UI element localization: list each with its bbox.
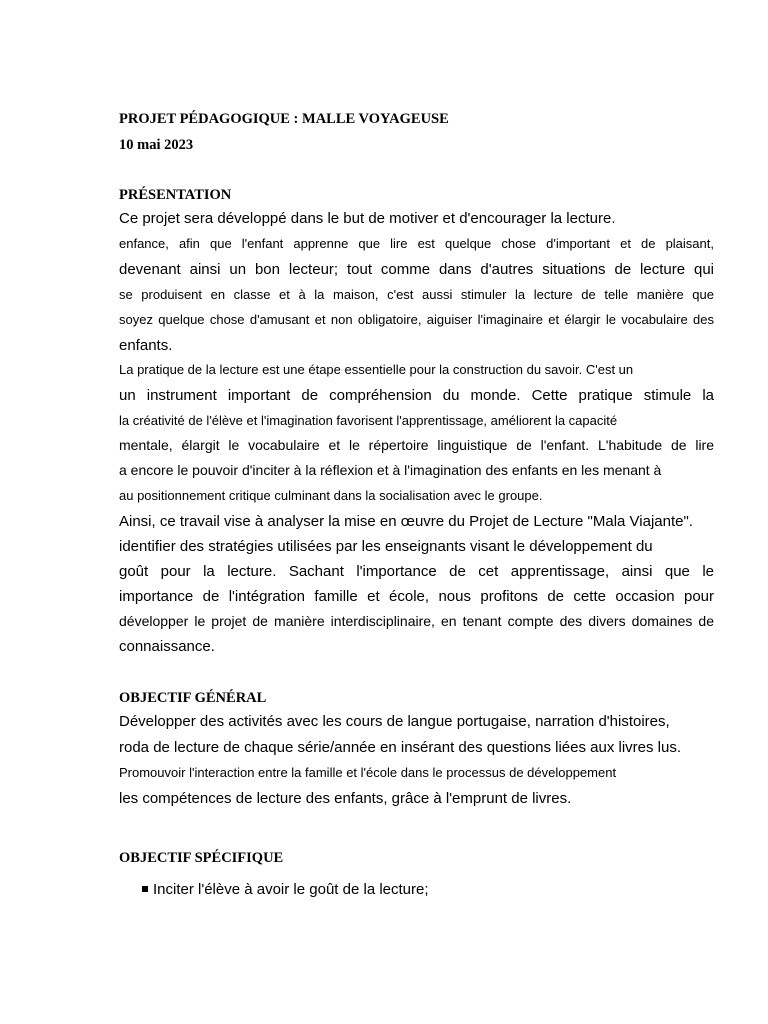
section-heading-objectif-general: OBJECTIF GÉNÉRAL — [119, 690, 267, 706]
bullet-text: Inciter l'élève à avoir le goût de la lecture; — [153, 881, 429, 898]
paragraph-line: La pratique de la lecture est une étape essentielle pour la construction du savoir. C'est un — [119, 362, 634, 377]
paragraph-line: la créativité de l'élève et l'imagination favorisent l'apprentissage, améliorent la capacité — [119, 413, 618, 428]
paragraph-line: développer le projet de manière interdisciplinaire, en tenant compte des divers domaines de — [119, 613, 714, 629]
paragraph-line: connaissance. — [119, 638, 215, 655]
document-date: 10 mai 2023 — [119, 137, 194, 153]
paragraph-line: au positionnement critique culminant dans la socialisation avec le groupe. — [119, 488, 543, 503]
paragraph-line: Développer des activités avec les cours de langue portugaise, narration d'histoires, — [119, 713, 670, 730]
paragraph-line: enfants. — [119, 337, 173, 354]
section-heading-presentation: PRÉSENTATION — [119, 187, 232, 203]
bullet-marker-icon — [142, 886, 148, 892]
bullet-list-item — [142, 880, 429, 900]
section-heading-objectif-specifique: OBJECTIF SPÉCIFIQUE — [119, 850, 284, 866]
paragraph-line: a encore le pouvoir d'inciter à la réflexion et à l'imagination des enfants en les menant à — [119, 462, 662, 478]
paragraph-line: importance de l'intégration famille et école, nous profitons de cette occasion pour — [119, 588, 714, 605]
paragraph-line: les compétences de lecture des enfants, grâce à l'emprunt de livres. — [119, 790, 572, 807]
paragraph-line: roda de lecture de chaque série/année en insérant des questions liées aux livres lus. — [119, 739, 682, 756]
paragraph-line: goût pour la lecture. Sachant l'importance de cet apprentissage, ainsi que le — [119, 563, 714, 580]
paragraph-line: identifier des stratégies utilisées par les enseignants visant le développement du — [119, 538, 653, 555]
paragraph-line: soyez quelque chose d'amusant et non obligatoire, aiguiser l'imaginaire et élargir le vocabulaire des — [119, 312, 714, 327]
paragraph-line: se produisent en classe et à la maison, c'est aussi stimuler la lecture de telle manière que — [119, 287, 714, 302]
paragraph-line: devenant ainsi un bon lecteur; tout comme dans d'autres situations de lecture qui — [119, 261, 714, 278]
paragraph-line: mentale, élargit le vocabulaire et le répertoire linguistique de l'enfant. L'habitude de lire — [119, 437, 714, 453]
document-title: PROJET PÉDAGOGIQUE : MALLE VOYAGEUSE — [119, 111, 449, 127]
paragraph-line: un instrument important de compréhension du monde. Cette pratique stimule la — [119, 387, 714, 404]
paragraph-line: Ainsi, ce travail vise à analyser la mise en œuvre du Projet de Lecture "Mala Viajante". — [119, 513, 693, 530]
paragraph-line: Promouvoir l'interaction entre la famille et l'école dans le processus de développement — [119, 765, 617, 780]
paragraph-line: Ce projet sera développé dans le but de motiver et d'encourager la lecture. — [119, 210, 616, 227]
paragraph-line: enfance, afin que l'enfant apprenne que lire est quelque chose d'important et de plaisant, — [119, 236, 714, 251]
